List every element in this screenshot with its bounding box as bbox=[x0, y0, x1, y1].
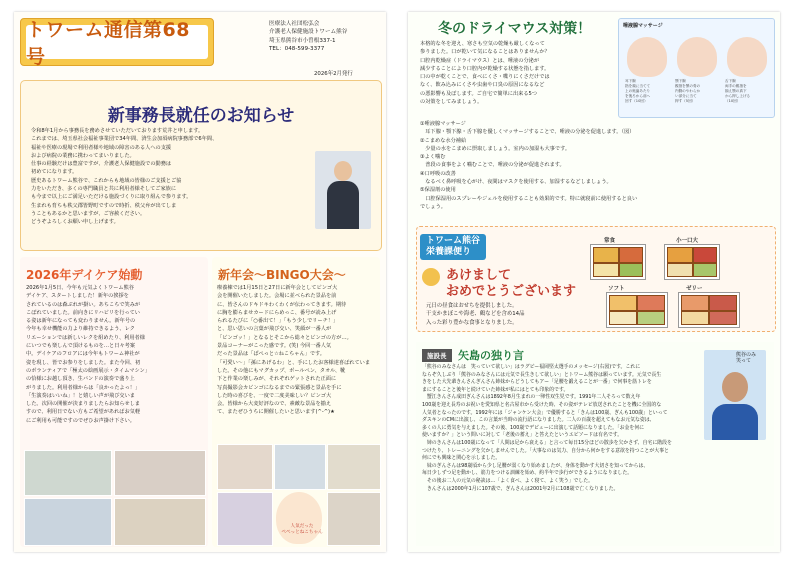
person-head-icon bbox=[334, 161, 352, 181]
bento-label-small-bite: 小一口大 bbox=[676, 238, 699, 244]
massage-title: 唾液腺マッサージ bbox=[623, 23, 663, 29]
newsletter-title: トワーム通信第68号 bbox=[26, 19, 190, 68]
bento-box-regular bbox=[590, 244, 646, 280]
issue-date: 2026年2月発行 bbox=[314, 71, 353, 77]
salivary-massage-figure bbox=[618, 18, 775, 118]
massage-caption-2: 顎下腺 親指を顎の骨の 内側のやわらか い部分に当て 押す（5回） bbox=[675, 79, 701, 103]
massage-caption-1: 耳下腺 指を頬に当てて 上の奥歯あたり を後ろから前へ 回す（10回） bbox=[625, 79, 651, 103]
nutrition-banner: トワーム熊谷 栄養課便り bbox=[420, 234, 486, 260]
cat-puppet-caption: 人気だった ぺぺっとねこちゃん bbox=[281, 524, 323, 535]
person-silhouette-icon bbox=[327, 181, 359, 229]
new-director-section bbox=[20, 80, 382, 251]
face-parotid-icon bbox=[627, 37, 667, 77]
portrait-caption: 熊谷のみ 笑って bbox=[736, 352, 757, 364]
bingo-photo-3 bbox=[327, 444, 381, 490]
daycare-body: 2026年1月5日、今年も元気よくトワーム熊谷 デイケア、スタートしました！新年の挨拶を されているのは森ぶれが掛い。あちこちで笑みが こぼれていました。前向きにリハビリを行ってい る姿は新年になっても変わりません。新年号の 今年も幸せ機能の力より維持できるよう、レク リエーションでは新しいレクを組めたり、利用者様 にいつでも楽しんで頂けるものを…と日々考案 中。デイケアのフロアには今年もトワーム神社が 姿を現し、皆でお参りをしました。また今回、初 のボランティアで「極太の絵画展示・タイムマシン」 の恰様にお越し頂き、生バンドの演奏で盛り上 がりました。利用者様からは「良かったよっ！」 「生演奏はいいね」！と嬉しい声が飛び交いま した。次回の開催が決まりましたらお知らせしま すので、利用日でない方もご希望があればお気軽 にご利用も可能ですのでぜひお声掛け下さい。 bbox=[26, 285, 150, 424]
newsletter-page-left bbox=[14, 12, 386, 552]
bento-label-jelly: ゼリー bbox=[686, 286, 703, 292]
dry-mouth-steps: ①唾液腺マッサージ 耳下腺・顎下腺・舌下腺を優しくマッサージすることで、唾液の分泌を促進します。（図） ②こまめな水分補給 少量の水をこまめに摂取しましょう。室内の加湿も大事です。 ③よく噛む 普段の食事をよく噛むことで、唾液の分泌が促進されます。 ④口呼吸の改善 なるべく鼻呼吸を心がけ、夜間はマスクを使用する、加湿するなどしましょう。 ⑤保湿剤の使用 口腔保湿用のスプレーやジェルを使用することも効果的です。特に就寝前に使用すると良い でしょう。 bbox=[420, 121, 638, 210]
bingo-photo-2 bbox=[274, 444, 326, 490]
cat-puppet-heart-frame bbox=[276, 492, 322, 544]
director-column-heading: 矢島の独り言 bbox=[458, 349, 524, 362]
face-sublingual-icon bbox=[727, 37, 767, 77]
org-line: TEL：048-599-3377 bbox=[269, 45, 325, 52]
dry-mouth-intro: 本格的な冬を迎え、寒さも空気の乾燥も厳しくなって 参りました。口が乾いて気になることはありませんか？ 口腔内乾燥症（ドライマウス）とは、唾液の分泌が 減少することにより口腔内が乾燥する状態を指します。 口の中が乾くことで、食べにくさ・喋りにくさだけでは なく、飲み込みにくさや虫歯や口臭の原因になるなど の悪影響も及ぼします。ご自宅で簡単に出来る5つ の対策をしてみましょう。 bbox=[420, 41, 550, 106]
org-line: 介護老人保健施設トワーム熊谷 bbox=[269, 29, 348, 36]
newsletter-logo bbox=[20, 18, 214, 66]
face-submandibular-icon bbox=[677, 37, 717, 77]
bingo-photo-4 bbox=[217, 492, 273, 546]
daycare-heading: 2026年デイケア始動 bbox=[26, 268, 143, 282]
org-line: 医療法人社団松弘会 bbox=[269, 21, 320, 27]
bingo-photo-5 bbox=[327, 492, 381, 546]
massage-caption-3: 舌下腺 両手の親指を 揃え顎の真下 から押し上げる （10回） bbox=[725, 79, 751, 103]
new-year-party-body: 療養棟では1月15日と27日に新年会としてビンゴ大 会を開催いたしました。会場に並べられた景品を前 に、皆さんのドキドキわくわくが伝わってきます。期待 に胸を膨らませカードにらめっこ、番号が読み上げ られるたびに「○番出て！」「もう少しでリーチ！」 と、思い思いの言葉が飛び交い、笑顔が一番人が 「ビンゴッ！」となるとそこから総々とビンゴの方が…。 景品コーナーがこった感です。(笑) 今回一番人気 だった景品は「ぱぺっと☆ねこちゃん」です。 「可愛い～」「孫にあげるわ」と、手にしたお客様達喜ばれていま した。その他にもマグカップ、ボールペン、タオル、靴 下と作業の楽しみが、それぞれゲットされた正面に 写真撮影会カビンゴになるまでの緊張感と景品を手に した時の喜びを、一度で二度美味しい？ビンゴ大 会。皆様から大変好評なので、素敵な景品を揃え て、またぜひうちに開催したいと思います(^-^)★ bbox=[217, 285, 371, 416]
dry-mouth-heading: 冬のドライマウス対策！ bbox=[438, 21, 592, 37]
org-line: 埼玉県熊谷市小曽根337-1 bbox=[269, 37, 336, 44]
bingo-photo-1 bbox=[217, 444, 273, 490]
new-director-heading: 新事務長就任のお知らせ bbox=[107, 106, 295, 126]
bento-box-small-bite bbox=[664, 244, 720, 280]
director-photo bbox=[315, 151, 371, 229]
daycare-photo-4 bbox=[114, 498, 206, 546]
director-column-body: 「熊谷のみなさんは 笑っていて欲しい」はラグビー福岡堅太選手のメッセージ(右図)です。これに ならぞ久しぶり「熊谷のみなさんには元気で長生きして欲しい」とトワーム熊谷は願っています。元気で長生 きをした大先輩きんさんぎんさん姉妹からどうしてもアー「足腰を鍛えることが一番」で何事を筋トレを まにすることと後年と続けていた姉妹が私にはとても印象的です。 蟹江きんさん成田ぎんさんは1892年8月生まれの一卵性双生児です。1991年二人そろって数え年 100歳を迎え長寿のお祝いを愛知県と名古屋市から受けた時、その姿がテレビ放送されたことを機に全国的な 人気者となったのです。1992年には「ジャンケン大会」で優勝すると「きんは100歳、ぎんも100歳」といって ダスキンのCMに出演し、この言葉が当時の流行語になりました。二人の百歳を超えてもなお元気な姿は、 多くの人に勇気を与えました。その後、100歳でデビューに出演して話題になりました。「お金を何に 使いますか？」という問いに対して「老後の蓄え」と答えたというエピソードは有名です。 姉のきんさんは100歳になって「人間は足から衰える」と言って毎日15分ほどの散歩を欠かさず、自宅に階段を つけたり、トレーニングを欠かしませんでした。「大事なのは気力、自分から何かをする意欲を持つことが大事と 何にでも興味と関心を示しました。 妹のぎんさんは98歳頃から少し足腰が弱くなり始めましたが、身体を動かす大切さを知ってからは、 毎日少しずつ足を動かし、筋力をつける訓練を始め、約半年で歩行ができるようになりました。 その後お二人の元気の秘訣は…「よく食べ、よく寝て、よく笑う」でした。 きんさんは2000年1月に107歳で、ぎんさんは2001年2月に108歳で亡くなりました。 bbox=[422, 364, 672, 492]
director-tag: 施設長 bbox=[422, 349, 452, 362]
bento-label-regular: 常食 bbox=[604, 238, 616, 244]
bento-box-soft bbox=[606, 292, 668, 328]
daycare-photo-3 bbox=[24, 498, 112, 546]
daycare-photo-1 bbox=[24, 450, 112, 496]
daycare-photo-2 bbox=[114, 450, 206, 496]
new-director-body: 令和8年1月から事務長を務めさせていただいております荒井と申します。 これまでは、埼玉県社会福祉事業団で34年間、済生会加須病院事務部で6年間、 福祉や医療の現場で利用者様や地域の障害のある人への支援 および病院の業務に携わってまいりました。 仕事の経験だけは豊富ですが、介護老人保健施設での勤務は 初めてになります。 歴史あるトワーム熊谷で、これからも地域の皆様のご支援とご協 力をいただき、多くの専門職員と共に利用者様そしてご家族に も今まで以上にご満足いただける施設づくりに取り組んで参ります。 生まれも育ちも秩父郡皆野町ですので時折、秩父弁が出てしま うこともあるかと思いますが、ご容赦ください。 どうぞよろしくお願い申し上げます。 bbox=[31, 128, 218, 226]
portrait-face-icon bbox=[722, 372, 748, 402]
newsletter-page-right bbox=[408, 12, 780, 552]
bento-box-jelly bbox=[678, 292, 740, 328]
rugby-player-portrait bbox=[704, 350, 766, 440]
nutrition-body: 元日の昼食はおせちを提供しました。 干支かまぼこや海老、鶴などを含め14品 入った彩り豊かな食事となりました。 bbox=[426, 303, 525, 326]
new-year-greeting: あけまして おめでとうございます bbox=[446, 268, 577, 299]
horse-zodiac-icon bbox=[422, 268, 440, 286]
new-year-party-heading: 新年会～BINGO大会～ bbox=[218, 268, 346, 282]
portrait-jersey-icon bbox=[712, 404, 758, 440]
organization-info bbox=[269, 20, 379, 53]
bento-label-soft: ソフト bbox=[608, 286, 625, 292]
